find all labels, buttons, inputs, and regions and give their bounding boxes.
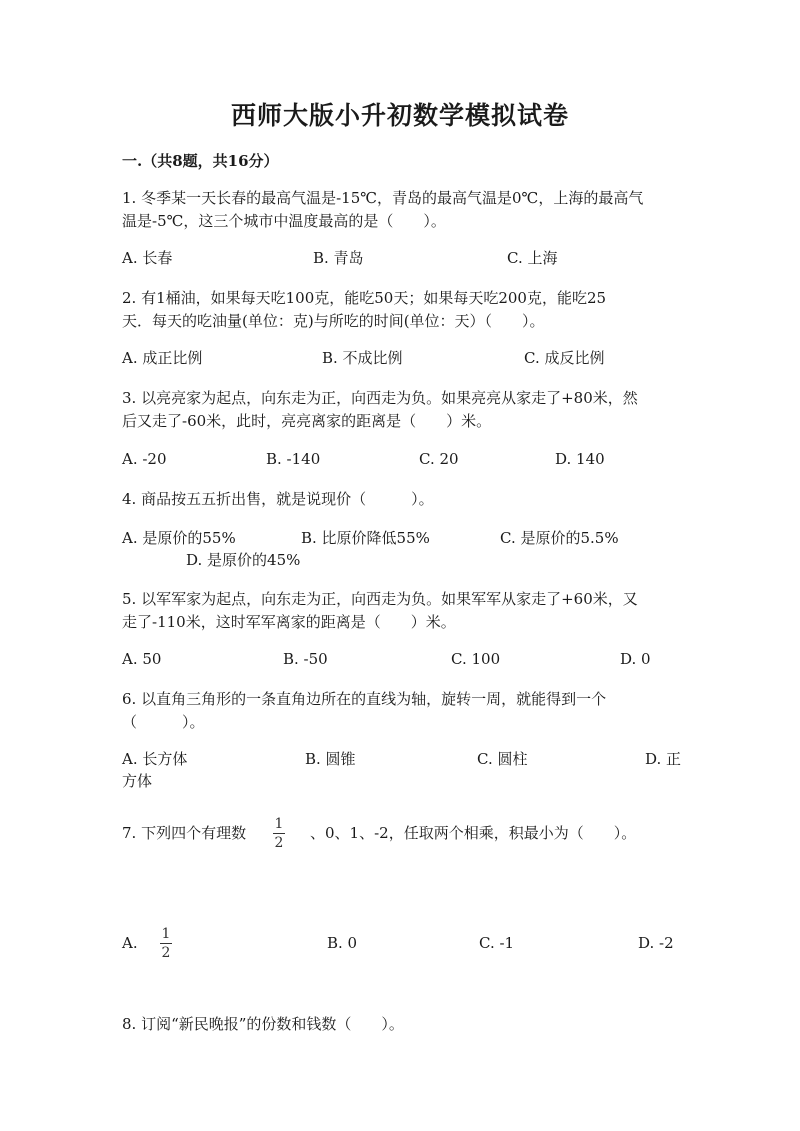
section-heading: 一.（共8题，共16分）	[122, 152, 279, 170]
option-a[interactable]: A. 长方体	[122, 750, 188, 768]
option-b[interactable]: B. -140	[266, 450, 321, 468]
question-text-line: 4. 商品按五五折出售，就是说现价（ ）。	[122, 490, 434, 508]
option-d[interactable]: D. 正	[645, 750, 682, 768]
question-text-line: 8. 订阅“新民晚报”的份数和钱数（ ）。	[122, 1015, 404, 1033]
option-c[interactable]: C. 圆柱	[477, 750, 528, 768]
option-c[interactable]: C. -1	[479, 934, 515, 952]
fraction-numerator: 1	[161, 926, 171, 942]
option-a[interactable]: A. -20	[122, 450, 167, 468]
question-5	[122, 588, 682, 634]
fraction-bar	[160, 943, 172, 944]
fraction-bar	[273, 833, 285, 834]
question-8	[122, 1013, 682, 1036]
option-b[interactable]: B. 0	[327, 934, 358, 952]
fraction-one-half	[273, 817, 285, 850]
question-text-line: 3. 以亮亮家为起点，向东走为正，向西走为负。如果亮亮从家走了+80米，然	[122, 389, 638, 407]
question-text-line: 走了-110米，这时军军离家的距离是（ ）米。	[122, 613, 456, 631]
option-d[interactable]: D. -2	[638, 934, 674, 952]
fraction-denominator: 2	[161, 945, 171, 961]
option-a-fraction[interactable]	[160, 927, 172, 960]
option-a[interactable]: A. 成正比例	[122, 349, 203, 367]
option-b[interactable]: B. -50	[283, 650, 328, 668]
question-7-text-start: 7. 下列四个有理数	[122, 824, 247, 842]
option-b[interactable]: B. 圆锥	[305, 750, 356, 768]
question-text-line: 6. 以直角三角形的一条直角边所在的直线为轴，旋转一周，就能得到一个	[122, 690, 607, 708]
option-c[interactable]: C. 上海	[507, 249, 558, 267]
question-1	[122, 187, 682, 233]
page-title: 西师大版小升初数学模拟试卷	[230, 101, 569, 130]
question-6	[122, 688, 682, 734]
question-3	[122, 387, 682, 433]
option-d[interactable]: D. 140	[555, 450, 605, 468]
option-c[interactable]: C. 是原价的5.5%	[500, 529, 619, 547]
question-text-line: 5. 以军军家为起点，向东走为正，向西走为负。如果军军从家走了+60米，又	[122, 590, 638, 608]
fraction-numerator: 1	[274, 816, 284, 832]
question-7-text-end: 、0、1、-2，任取两个相乘，积最小为（ ）。	[310, 824, 637, 842]
question-text-line: 1. 冬季某一天长春的最高气温是-15℃，青岛的最高气温是0℃，上海的最高气	[122, 189, 644, 207]
question-4	[122, 488, 682, 511]
option-c[interactable]: C. 100	[451, 650, 501, 668]
option-d-continuation: 方体	[122, 772, 153, 790]
option-a[interactable]: A. 长春	[122, 249, 173, 267]
option-b[interactable]: B. 比原价降低55%	[301, 529, 430, 547]
option-b[interactable]: B. 青岛	[313, 249, 364, 267]
option-a[interactable]: A.	[122, 934, 138, 952]
question-text-line: 天．每天的吃油量(单位：克)与所吃的时间(单位：天）（ ）。	[122, 312, 545, 330]
option-c[interactable]: C. 成反比例	[524, 349, 605, 367]
fraction-denominator: 2	[274, 835, 284, 851]
question-text-line: 温是-5℃，这三个城市中温度最高的是（ ）。	[122, 212, 446, 230]
option-a[interactable]: A. 是原价的55%	[122, 529, 236, 547]
option-c[interactable]: C. 20	[419, 450, 459, 468]
question-text-line: 2. 有1桶油，如果每天吃100克，能吃50天；如果每天吃200克，能吃25	[122, 289, 607, 307]
option-b[interactable]: B. 不成比例	[322, 349, 403, 367]
question-text-line: （ ）。	[122, 713, 205, 731]
option-d[interactable]: D. 是原价的45%	[186, 551, 301, 569]
question-text-line: 后又走了-60米，此时，亮亮离家的距离是（ ）米。	[122, 412, 492, 430]
option-a[interactable]: A. 50	[122, 650, 162, 668]
question-2	[122, 287, 682, 333]
option-d[interactable]: D. 0	[620, 650, 651, 668]
